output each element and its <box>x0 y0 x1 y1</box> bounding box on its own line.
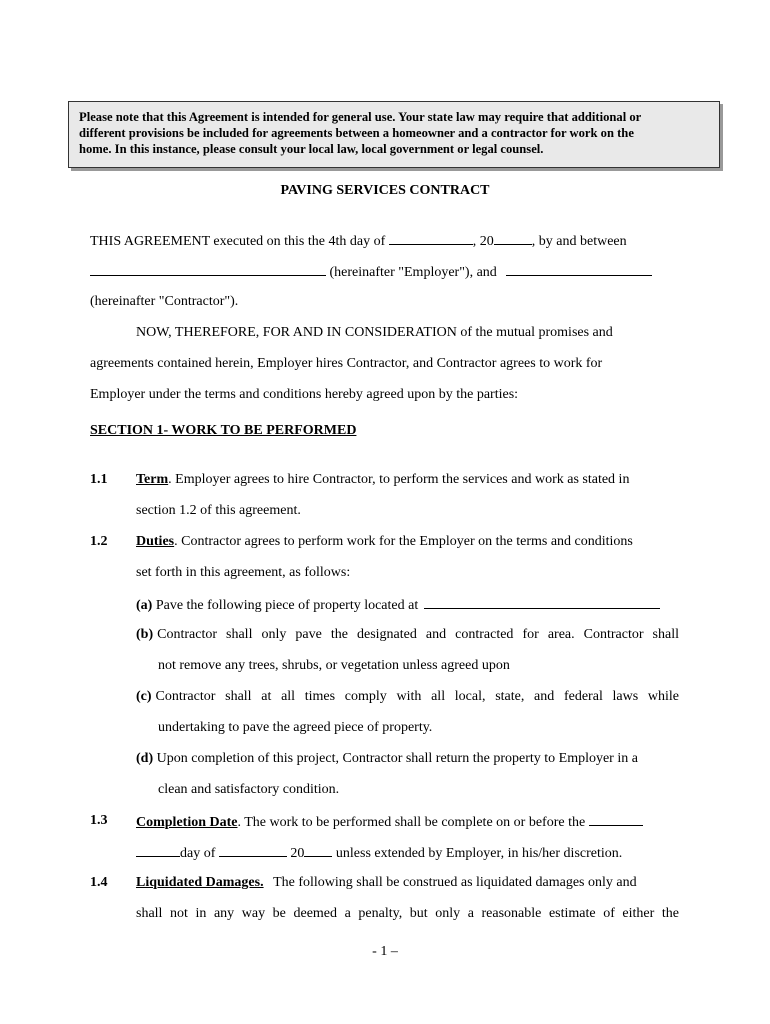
consideration-line-1: NOW, THEREFORE, FOR AND IN CONSIDERATION of the mutual promises and <box>136 325 613 340</box>
section-1-4-text-1: The following shall be construed as liquidated damages only and <box>273 875 637 890</box>
completion-month-blank[interactable] <box>219 844 287 857</box>
section-1-3-number: 1.3 <box>90 813 108 828</box>
intro-line-3: (hereinafter "Contractor"). <box>90 294 239 309</box>
general-use-notice-box <box>68 101 720 168</box>
property-location-blank[interactable] <box>424 596 660 609</box>
duty-b-line-2: not remove any trees, shrubs, or vegetation unless agreed upon <box>158 658 510 673</box>
duty-c-line-2: undertaking to pave the agreed piece of property. <box>158 720 433 735</box>
intro-line-2 <box>90 263 652 281</box>
date-year-blank[interactable] <box>494 232 532 245</box>
section-1-3-text-2c: unless extended by Employer, in his/her discretion. <box>335 846 623 861</box>
notice-line-3: home. In this instance, please consult your local law, local government or legal counsel. <box>79 142 544 156</box>
section-1-3-term: Completion Date <box>136 815 238 830</box>
section-1-1-number: 1.1 <box>90 472 108 487</box>
section-1-4-number: 1.4 <box>90 875 108 890</box>
contractor-name-blank[interactable] <box>506 263 652 276</box>
completion-year-blank[interactable] <box>304 844 332 857</box>
section-1-3-text-2b: 20 <box>290 846 305 861</box>
duty-c-text-1: Contractor shall at all times comply with all local, state, and federal laws while <box>155 689 679 704</box>
duty-b-text-1: Contractor shall only pave the designated and contracted for area. Contractor shall <box>157 627 679 642</box>
section-1-2-number: 1.2 <box>90 534 108 549</box>
duty-b-line-1 <box>136 627 679 643</box>
section-1-3-line-2 <box>136 844 622 862</box>
completion-day-blank[interactable] <box>589 813 643 826</box>
section-1-2-text-1: . Contractor agrees to perform work for the Employer on the terms and conditions <box>174 534 633 549</box>
duty-c-line-1 <box>136 689 679 705</box>
section-1-4-term: Liquidated Damages. <box>136 875 264 890</box>
duty-d-text-1: Upon completion of this project, Contractor shall return the property to Employer in a <box>156 751 638 766</box>
duty-c-label: (c) <box>136 689 152 704</box>
duty-d-label: (d) <box>136 751 154 766</box>
employer-name-blank[interactable] <box>90 263 326 276</box>
duty-d-line-2: clean and satisfactory condition. <box>158 782 340 797</box>
document-title: PAVING SERVICES CONTRACT <box>280 183 490 198</box>
notice-line-1: Please note that this Agreement is intended for general use. Your state law may require that additional or <box>79 110 642 124</box>
section-1-1-text-1: . Employer agrees to hire Contractor, to perform the services and work as stated in <box>168 472 630 487</box>
completion-daynum-blank[interactable] <box>136 844 180 857</box>
intro-line-1 <box>90 232 627 250</box>
section-1-3-text-1: . The work to be performed shall be complete on or before the <box>237 815 586 830</box>
section-1-1-term: Term <box>136 472 169 487</box>
intro-line-1-text-a: THIS AGREEMENT executed on this the 4th day of <box>90 234 386 249</box>
section-1-3-text-2a: day of <box>180 846 216 861</box>
section-1-1-line-1 <box>136 472 629 488</box>
section-1-3-line-1 <box>136 813 643 831</box>
duty-a-label: (a) <box>136 598 153 613</box>
duty-b-label: (b) <box>136 627 154 642</box>
section-1-1-line-2: section 1.2 of this agreement. <box>136 503 301 518</box>
section-1-4-line-2: shall not in any way be deemed a penalty, but only a reasonable estimate of either the <box>136 906 679 921</box>
notice-line-2: different provisions be included for agreements between a homeowner and a contractor for work on the <box>79 126 634 140</box>
intro-line-2-text: (hereinafter "Employer"), and <box>329 265 497 280</box>
intro-line-1-text-b: , 20 <box>472 234 494 249</box>
section-1-2-line-2: set forth in this agreement, as follows: <box>136 565 351 580</box>
section-1-2-line-1 <box>136 534 633 550</box>
duty-a <box>136 596 660 614</box>
date-month-blank[interactable] <box>389 232 473 245</box>
duty-d-line-1 <box>136 751 638 767</box>
section-1-4-line-1 <box>136 875 637 891</box>
intro-line-1-text-c: , by and between <box>531 234 627 249</box>
page-number: - 1 – <box>372 944 398 959</box>
duty-a-text: Pave the following piece of property located at <box>155 598 419 613</box>
consideration-line-2: agreements contained herein, Employer hires Contractor, and Contractor agrees to work for <box>90 356 603 371</box>
section-1-2-term: Duties <box>136 534 175 549</box>
consideration-line-3: Employer under the terms and conditions hereby agreed upon by the parties: <box>90 387 519 402</box>
section-1-heading: SECTION 1- WORK TO BE PERFORMED <box>90 423 357 438</box>
